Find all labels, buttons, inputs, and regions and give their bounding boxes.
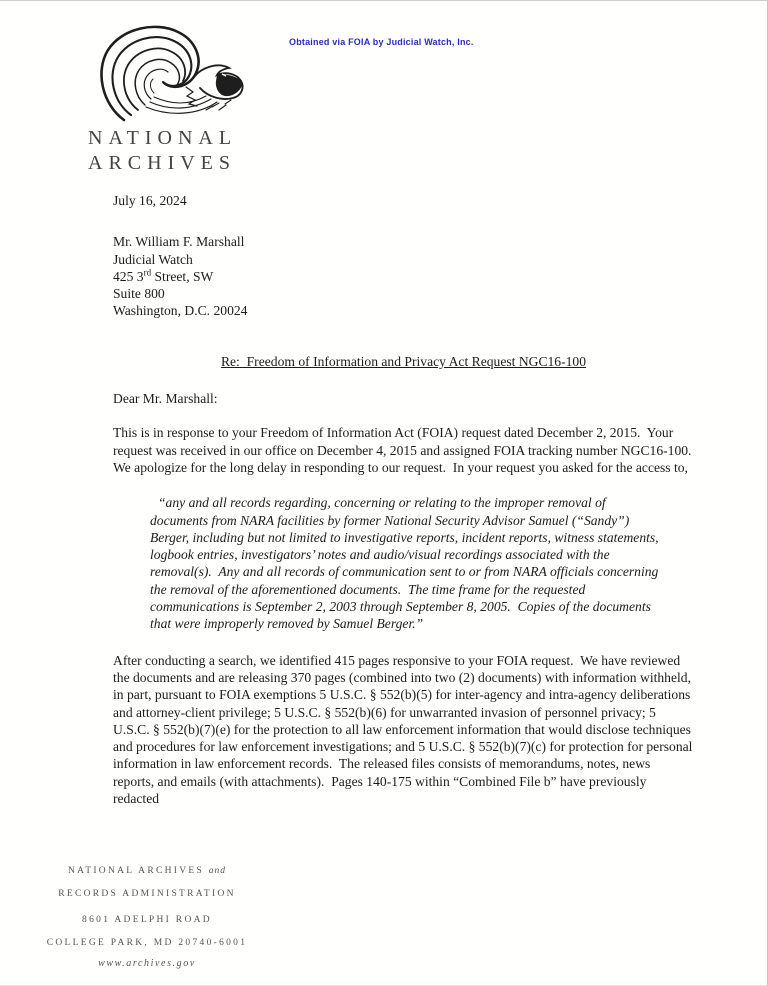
- ordinal-superscript: rd: [143, 267, 152, 278]
- recipient-address: [113, 233, 694, 319]
- footer-website: www.archives.gov: [98, 958, 196, 969]
- foia-watermark-text: Obtained via FOIA by Judicial Watch, Inc.: [289, 37, 474, 47]
- logo-line-national: NATIONAL: [88, 127, 238, 149]
- paragraph-response-intro: This is in response to your Freedom of Information Act (FOIA) request dated December 2, 2015. Your request was received in our office on December 4, 2015 and assigned FOIA tracking number NGC16-100. We apologize for the long delay in responding to our request. In your request you asked for the access to,: [113, 425, 699, 475]
- logo-wordmark: [88, 126, 278, 176]
- nara-footer: [26, 860, 268, 973]
- eagle-icon: [88, 25, 278, 123]
- footer-agency-line1: NATIONAL ARCHIVES and: [67, 866, 227, 876]
- subject-line: Re: Freedom of Information and Privacy Act Request NGC16-100: [220, 353, 587, 369]
- salutation: Dear Mr. Marshall:: [113, 391, 218, 407]
- national-archives-logo: [88, 25, 278, 176]
- letter-body: [113, 192, 699, 807]
- recipient-street: 425 3rd Street, SW: [113, 267, 214, 284]
- paragraph-search-results: After conducting a search, we identified 415 pages responsive to your FOIA request. We have reviewed the documents and are releasing 370 pages (combined into two (2) documents) with information withheld, in part, pursuant to FOIA exemptions 5 U.S.C. § 552(b)(5) for inter-agency and intra-agency deliberations and attorney-client privilege; 5 U.S.C. § 552(b)(6) for unwarranted invasion of personnel privacy; 5 U.S.C. § 552(b)(7)(e) for the protection to all law enforcement information that would disclose techniques and procedures for law enforcement investigations; and 5 U.S.C. § 552(b)(7)(c) for protection for personal information in law enforcement records. The released files consists of memorandums, notes, news reports, and emails (with attachments). Pages 140-175 within “Combined File b” have previously redacted: [113, 652, 696, 807]
- logo-line-archives: ARCHIVES: [88, 152, 237, 174]
- footer-street: 8601 ADELPHI ROAD: [82, 915, 212, 925]
- footer-agency-line2: RECORDS ADMINISTRATION: [58, 889, 236, 899]
- recipient-name: Mr. William F. Marshall: [113, 234, 245, 250]
- recipient-org: Judicial Watch: [113, 251, 193, 267]
- footer-city: COLLEGE PARK, MD 20740-6001: [46, 938, 248, 948]
- recipient-city: Washington, D.C. 20024: [113, 303, 248, 319]
- letter-date: July 16, 2024: [113, 193, 187, 208]
- request-quotation: “any and all records regarding, concerning or relating to the improper removal of documents from NARA facilities by former National Security Advisor Samuel (“Sandy”) Berger, including but not limited to investigative reports, incident reports, witness statements, logbook entries, investigators’ notes and audio/visual recordings associated with the removal(s). Any and all records of communication sent to or from NARA officials concerning the removal of the aforementioned documents. The time frame for the requested communications is September 2, 2003 through September 8, 2005. Copies of the documents that were improperly removed by Samuel Berger.”: [150, 495, 662, 632]
- recipient-suite: Suite 800: [113, 286, 165, 302]
